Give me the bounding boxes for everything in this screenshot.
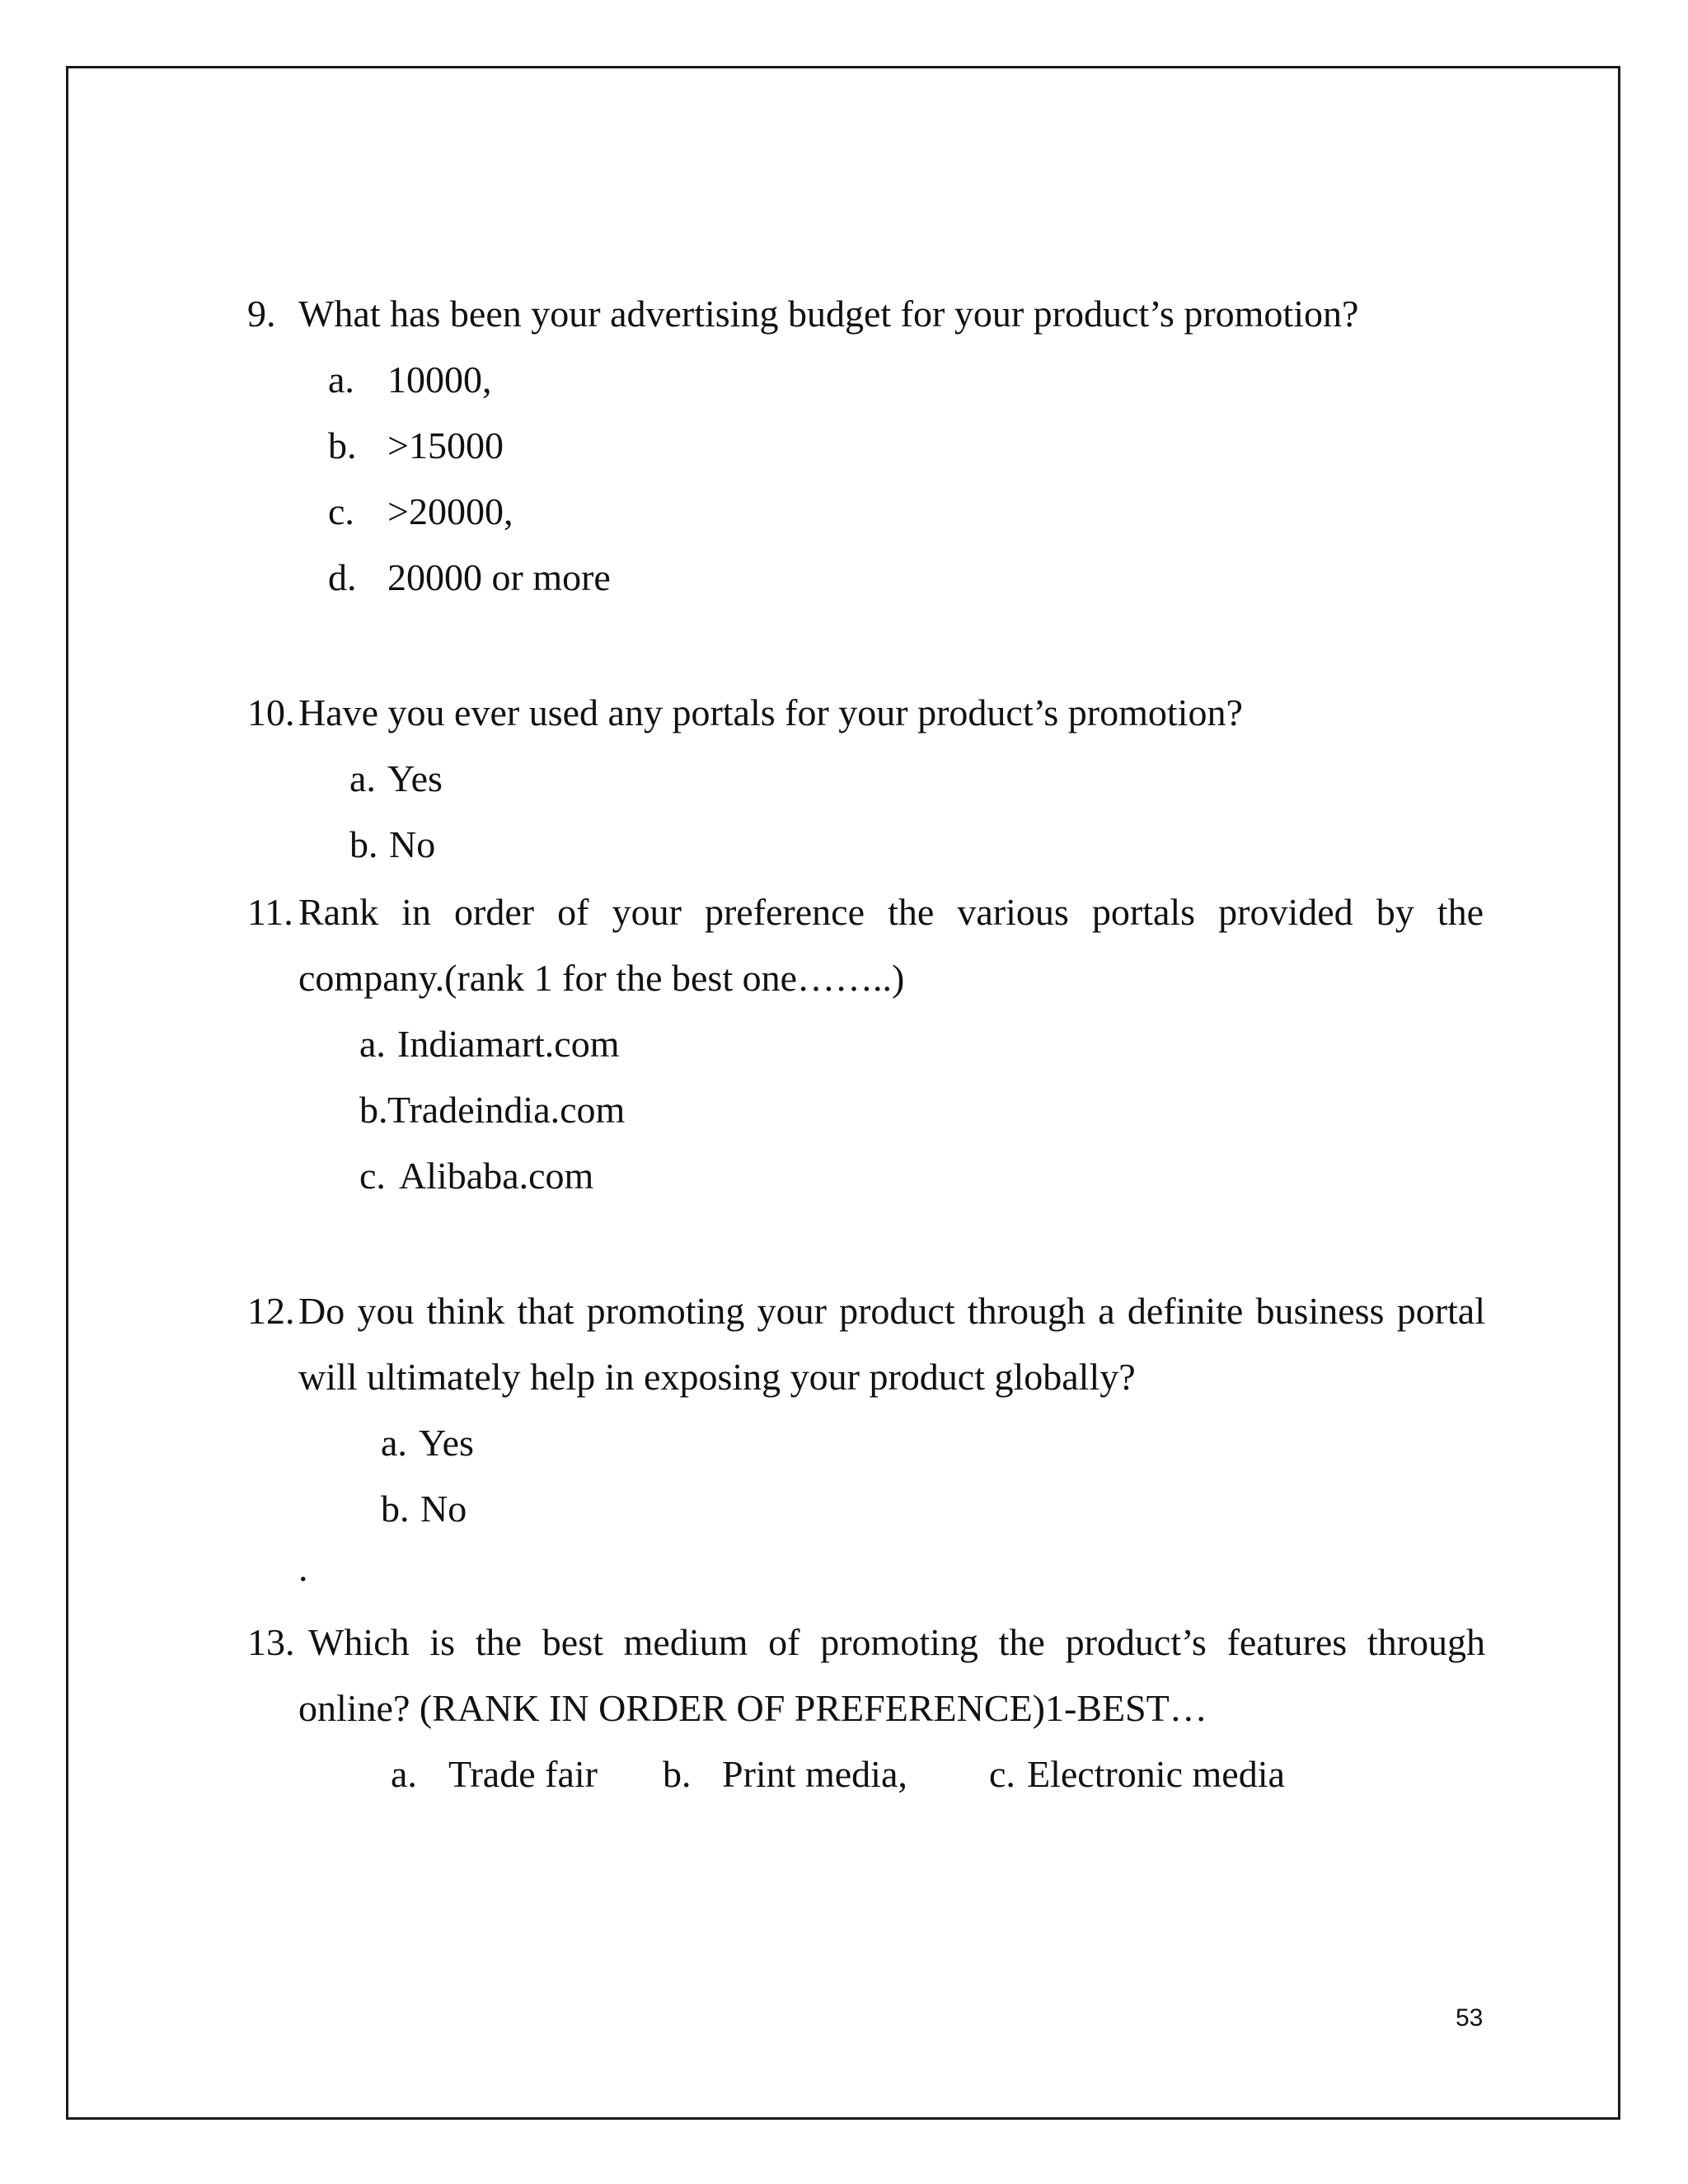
option-label: a. — [328, 359, 354, 401]
question-number: 11. — [247, 891, 293, 933]
question-number: 13. — [247, 1621, 295, 1663]
option-text: Print media, — [722, 1753, 907, 1795]
option-text: Electronic media — [1027, 1753, 1285, 1795]
option-text: Yes — [419, 1422, 474, 1464]
option-text: No — [389, 823, 436, 865]
question-text-continued: will ultimately help in exposing your product globally? — [298, 1356, 1136, 1398]
question-number: 12. — [247, 1290, 295, 1332]
option-label: a. — [381, 1422, 407, 1464]
option-label: b. — [381, 1488, 410, 1530]
question-number: 10. — [247, 691, 295, 733]
stray-period: . — [298, 1547, 308, 1589]
option-label: a. — [349, 757, 376, 799]
option-text: 10000, — [387, 359, 492, 401]
option-label: a. — [359, 1023, 386, 1065]
page-number: 53 — [1456, 2004, 1484, 2032]
question-text: Which is the best medium of promoting the product’s features through — [308, 1621, 1485, 1663]
question-text: Have you ever used any portals for your product’s promotion? — [298, 691, 1243, 733]
option-label: d. — [328, 556, 357, 598]
page-border — [66, 66, 1620, 2120]
option-text: Tradeindia.com — [387, 1089, 626, 1131]
question-text: Rank in order of your preference the various portals provided by the — [298, 891, 1484, 933]
option-label: c. — [328, 490, 354, 532]
option-label: b. — [328, 424, 357, 466]
option-label: c. — [989, 1753, 1015, 1795]
option-label: b. — [663, 1753, 692, 1795]
question-text-continued: company.(rank 1 for the best one……..) — [298, 957, 905, 999]
option-label: c. — [359, 1155, 386, 1197]
question-text: What has been your advertising budget for your product’s promotion? — [298, 293, 1359, 335]
question-number: 9. — [247, 293, 276, 335]
option-text: >15000 — [387, 424, 504, 466]
option-text: Alibaba.com — [399, 1155, 594, 1197]
option-text: Yes — [387, 757, 443, 799]
option-text: Indiamart.com — [397, 1023, 620, 1065]
question-text: Do you think that promoting your product through a definite business portal — [298, 1290, 1485, 1332]
option-label: a. — [391, 1753, 417, 1795]
option-label: b. — [349, 823, 378, 865]
option-text: 20000 or more — [387, 556, 611, 598]
option-text: No — [420, 1488, 467, 1530]
option-label: b. — [359, 1089, 388, 1131]
option-text: Trade fair — [448, 1753, 598, 1795]
option-text: >20000, — [387, 490, 513, 532]
question-text-continued: online? (RANK IN ORDER OF PREFERENCE)1-BEST… — [298, 1687, 1207, 1729]
